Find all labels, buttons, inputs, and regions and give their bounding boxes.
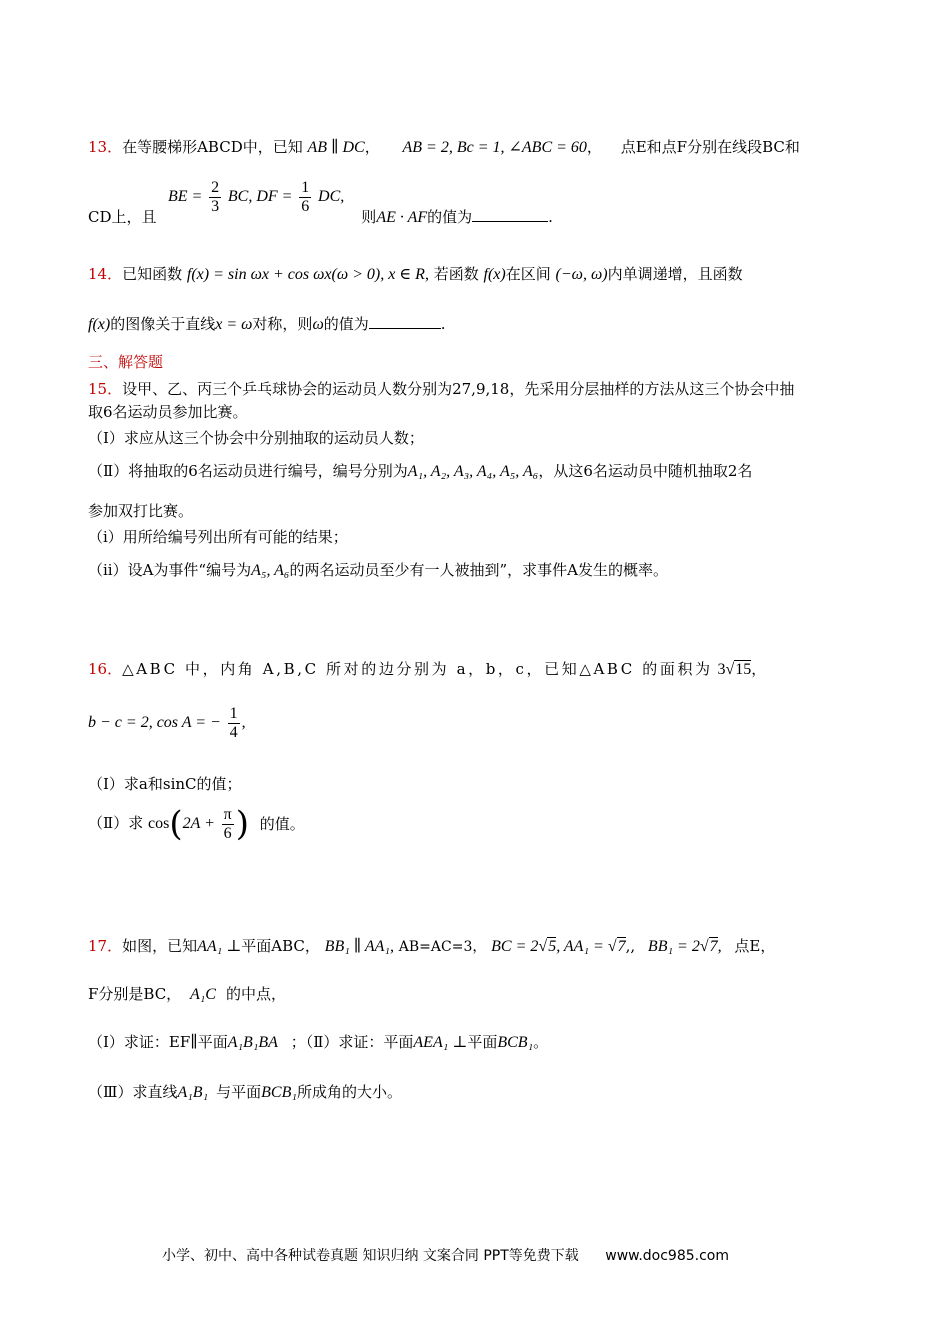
q15-text: （Ⅱ）将抽取的6名运动员进行编号，编号分别为 — [88, 462, 408, 480]
q13-dc: DC, — [318, 188, 345, 205]
numerator: 2 — [211, 178, 220, 196]
q16-cond-text: b − c = 2, cos A = − — [88, 714, 221, 731]
q17-line1 — [88, 936, 775, 957]
q13-be: BE = — [168, 188, 203, 205]
q17-period: 。 — [533, 1033, 549, 1051]
q17-text: 与平面 — [216, 1083, 262, 1101]
q13-number: 13． — [88, 138, 123, 156]
q13-text: CD上，且 — [88, 208, 157, 226]
q15-subpart-i: （i）用所给编号列出所有可能的结果； — [88, 528, 348, 546]
q13-separator: ， — [364, 138, 380, 156]
q14-text: 内单调递增，且函数 — [607, 265, 743, 283]
q13-bc-df: BC, DF = — [227, 188, 293, 205]
q17-commas: ,, — [625, 937, 636, 955]
q14-number: 14． — [88, 265, 123, 283]
q17-text: （Ⅲ）求直线 — [88, 1083, 178, 1101]
q17-plane-bcb1: BCB₁ — [261, 1084, 297, 1101]
q17-perpendicular: AA₁ ⊥ — [197, 938, 242, 955]
right-paren: ) — [235, 804, 249, 844]
comma: , — [717, 938, 722, 955]
q17-plane-aea1: AEA₁ ⊥ — [413, 1034, 468, 1051]
q17-text: ；（Ⅱ）求证：平面 — [290, 1033, 414, 1051]
q16-text: （Ⅱ）求 — [88, 814, 144, 832]
q16-part1: （Ⅰ）求a和sinC的值； — [88, 775, 242, 793]
q14-line-equation: x = ω — [215, 316, 253, 333]
q15-labels: A₁, A₂, A₃, A₄, A₅, A₆ — [407, 463, 539, 480]
denominator: 6 — [301, 197, 310, 215]
radicand: 5 — [548, 938, 557, 955]
q15-a5-a6: A₅, A₆ — [251, 562, 290, 579]
q14-text: 已知函数 — [122, 265, 183, 283]
q15-part2 — [88, 461, 752, 482]
q17-plane-bcb1: BCB₁ — [497, 1034, 534, 1051]
q15-text: （ii）设A为事件“编号为 — [88, 561, 252, 579]
denominator: 4 — [229, 723, 238, 741]
denominator: 6 — [223, 824, 232, 842]
q14-line1 — [88, 264, 743, 285]
q13-line1 — [88, 137, 800, 158]
q17-text: AB=AC=3， — [398, 939, 487, 955]
radicand: 7 — [709, 938, 718, 955]
numerator: 1 — [229, 704, 238, 722]
q17-text: 平面 — [467, 1033, 498, 1051]
q15-part2-cont: 参加双打比赛。 — [88, 502, 194, 520]
q14-line2 — [88, 314, 446, 335]
bc-label: BC = 2 — [491, 938, 539, 955]
left-paren: ( — [169, 804, 183, 844]
q17-bb1: BB₁ = 2√7, — [647, 938, 722, 955]
q16-line1 — [88, 659, 766, 680]
numerator: π — [223, 805, 232, 823]
area-coefficient: 3 — [717, 661, 726, 678]
cos-function: cos — [147, 815, 170, 832]
q13-separator: ， — [586, 138, 602, 156]
q17-parallel: BB₁ ∥ AA₁, — [324, 938, 394, 955]
q13-text: 点E和点F分别在线段BC和 — [620, 138, 800, 156]
q14-text: 在区间 — [505, 265, 551, 283]
q15-text: ，从这6名运动员中随机抽取2名 — [538, 462, 753, 480]
q15-line1 — [88, 379, 794, 399]
q16-number: 16． — [88, 660, 123, 678]
q17-text: 如图，已知 — [122, 937, 198, 955]
q17-number: 17． — [88, 937, 123, 955]
bb1-label: BB₁ = 2 — [647, 938, 700, 955]
q13-text: 在等腰梯形ABCD中，已知 — [122, 138, 303, 156]
q17-text: （Ⅰ）求证：EF — [88, 1033, 191, 1051]
q14-interval: (−ω, ω) — [555, 266, 608, 283]
footer-text: 小学、初中、高中各种试卷真题 知识归纳 文案合同 PPT等免费下载 — [162, 1248, 579, 1264]
q16-argument: 2A + — [182, 815, 215, 832]
q14-text: 的值为 — [323, 315, 369, 333]
q17-text: 所成角的大小。 — [296, 1083, 402, 1101]
fraction-pi-6 — [222, 806, 234, 843]
q17-text: F分别是BC， — [88, 985, 182, 1003]
denominator: 3 — [211, 197, 220, 215]
q15-line2: 取6名运动员参加比赛。 — [88, 403, 248, 421]
q15-part1: （Ⅰ）求应从这三个协会中分别抽取的运动员人数； — [88, 429, 424, 447]
q16-part2 — [88, 803, 305, 844]
q14-fx: f(x) — [483, 266, 506, 283]
q16-comma: , — [241, 714, 246, 731]
q17-text: 平面 — [197, 1033, 228, 1051]
q14-period: . — [440, 315, 446, 333]
footer-url[interactable]: www.doc985.com — [605, 1248, 729, 1264]
q14-text: 对称，则 — [252, 315, 313, 333]
footer — [162, 1246, 729, 1266]
q13-parallel-condition: AB ∥ DC — [307, 139, 365, 156]
q13-length-condition: AB = 2, Bc = 1, ∠ABC = 60 — [402, 139, 587, 156]
q13-text: 则 — [361, 208, 377, 226]
q16-text: 的值。 — [259, 815, 305, 833]
q15-text: 设甲、乙、丙三个乒乓球协会的运动员人数分别为27,9,18，先采用分层抽样的方法从这三个协会中抽 — [122, 380, 795, 398]
radicand: 7 — [617, 938, 626, 955]
q17-part3 — [88, 1082, 402, 1103]
numerator: 1 — [301, 178, 310, 196]
q14-function-def: f(x) = sin ωx + cos ωx(ω > 0), x ∈ R, — [186, 266, 429, 283]
q14-omega: ω — [312, 316, 324, 333]
answer-blank[interactable] — [472, 207, 548, 222]
q17-text: 平面ABC， — [241, 937, 320, 955]
q16-comma: ， — [751, 660, 767, 678]
q13-line3 — [88, 207, 553, 228]
q13-period: . — [548, 208, 553, 226]
q16-text: △ABC 中，内角 A,B,C 所对的边分别为 a，b，c，已知△ABC 的面积为 — [122, 660, 713, 678]
q17-a1c: A₁C — [189, 986, 216, 1003]
q15-subpart-ii — [88, 560, 668, 581]
q17-bc-aa1: BC = 2√5, AA₁ = √7 — [491, 938, 626, 955]
parallel-symbol: ∥ — [190, 1034, 198, 1051]
q17-line2 — [88, 984, 286, 1005]
q14-fx: f(x) — [88, 316, 111, 333]
q17-text: 的中点， — [225, 985, 286, 1003]
aa1-label: , AA₁ = — [556, 938, 604, 955]
q17-line-a1b1: A₁B₁ — [177, 1084, 209, 1101]
q14-text: 若函数 — [433, 265, 479, 283]
fraction-1-4 — [228, 705, 240, 742]
q13-dot-product: AE · AF — [376, 209, 428, 226]
q15-number: 15． — [88, 380, 123, 398]
q15-text: 的两名运动员至少有一人被抽到”，求事件A发生的概率。 — [289, 561, 669, 579]
answer-blank[interactable] — [369, 314, 441, 329]
section-heading: 三、解答题 — [88, 353, 164, 371]
q14-text: 的图像关于直线 — [110, 315, 216, 333]
q13-text: 的值为 — [427, 208, 473, 226]
q16-condition — [88, 702, 246, 743]
q17-parts-1-2 — [88, 1032, 548, 1053]
area-radicand: 15 — [735, 661, 752, 678]
q17-text: 点E， — [734, 937, 776, 955]
q17-plane-a1b1ba: A₁B₁BA — [227, 1034, 278, 1051]
q16-area: 3√15 — [717, 661, 752, 678]
